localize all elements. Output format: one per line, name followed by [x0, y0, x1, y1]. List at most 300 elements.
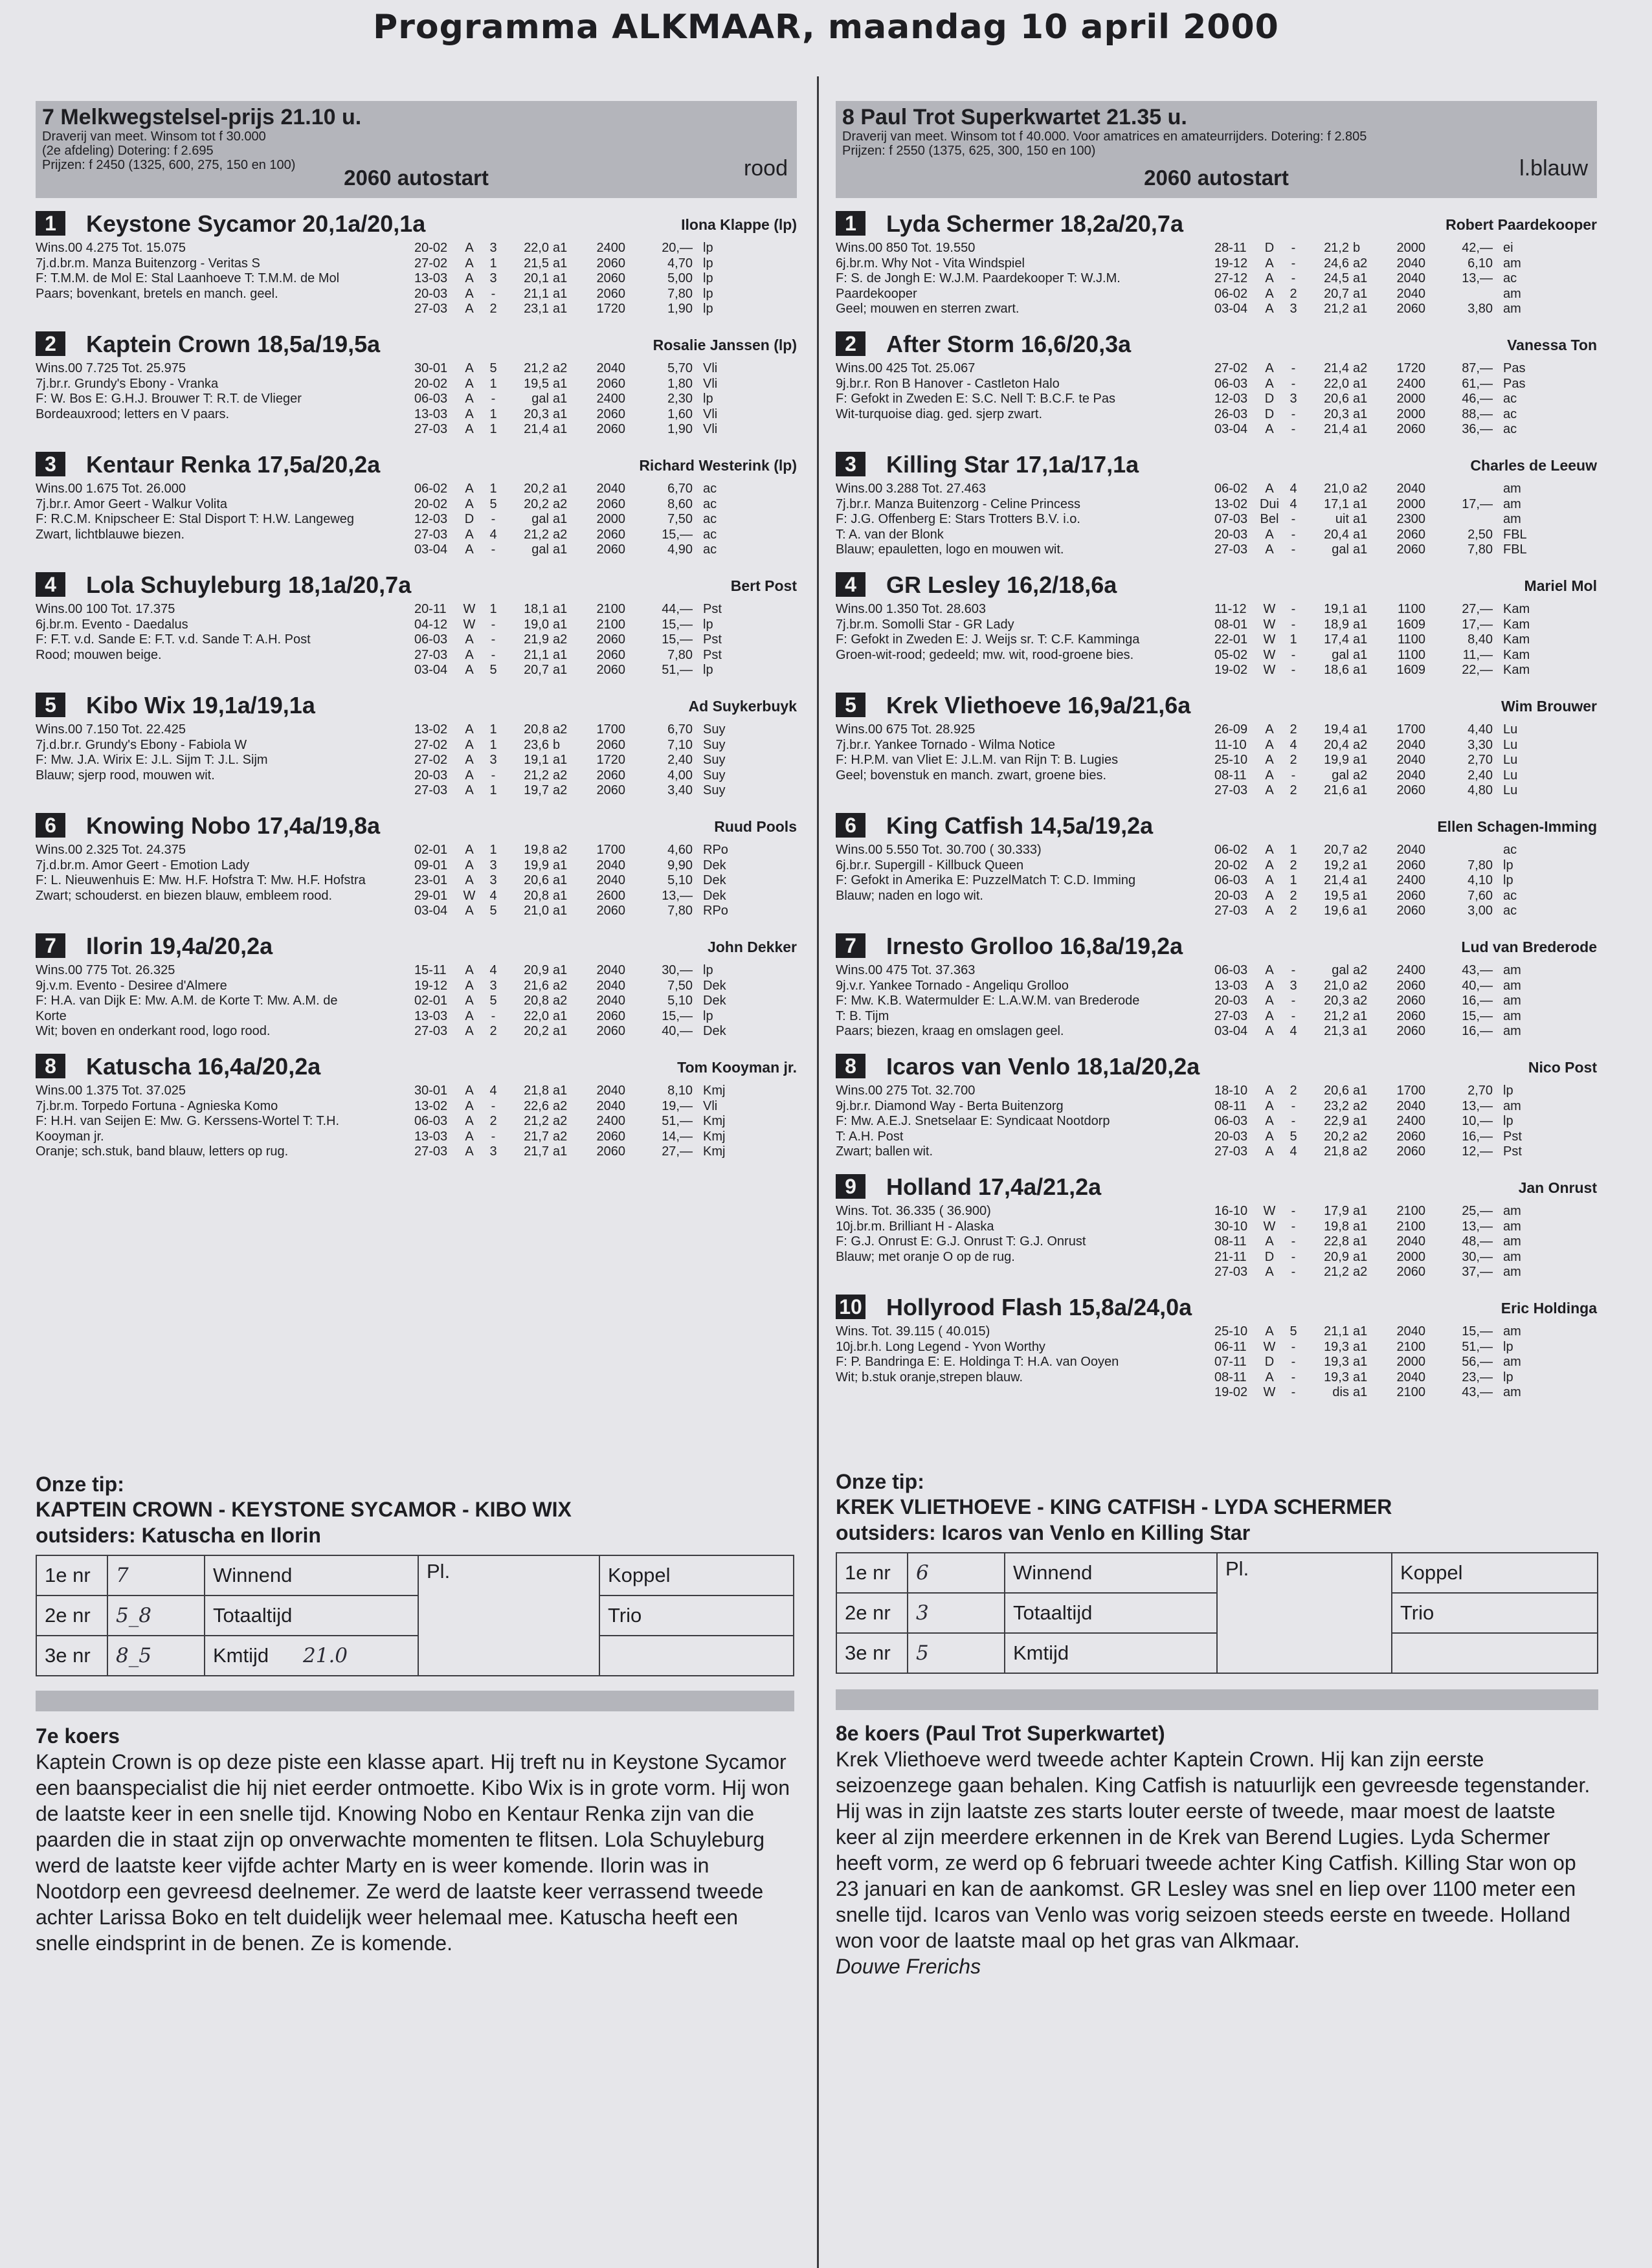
form-cell: 18-10 — [1214, 1084, 1248, 1098]
horse-info-line: F: S. de Jongh E: W.J.M. Paardekooper T: W.J.M. — [836, 271, 1121, 285]
form-cell: 44,— — [662, 602, 693, 616]
horse-header — [36, 812, 797, 841]
form-cell: 16,— — [1462, 1024, 1493, 1038]
form-cell: 21,0 — [1324, 482, 1349, 496]
tip-section — [36, 1472, 572, 1548]
start-number-badge: 9 — [836, 1174, 865, 1199]
form-cell: 19,3 — [1324, 1355, 1349, 1369]
horse-form-table — [414, 602, 750, 678]
form-cell: 2,70 — [1468, 753, 1493, 767]
horse-name: Keystone Sycamor 20,1a/20,1a — [86, 210, 426, 237]
horse-info-line: F: J.G. Offenberg E: Stars Trotters B.V. i.o. — [836, 512, 1080, 526]
horse-info-line: Wins. Tot. 36.335 ( 36.900) — [836, 1204, 991, 1218]
form-cell: A — [465, 647, 474, 662]
form-cell: 21,9 — [524, 632, 549, 647]
result-label: Trio — [599, 1595, 794, 1636]
form-cell: W — [1263, 632, 1276, 647]
form-cell: D — [1264, 241, 1275, 255]
form-cell: 4 — [1289, 482, 1297, 496]
horse-info — [36, 1084, 424, 1160]
form-cell: a1 — [1353, 496, 1368, 511]
form-cell: 21,0 — [524, 904, 549, 918]
horse-form-table — [1214, 843, 1550, 919]
form-cell: 20,2 — [1324, 1129, 1349, 1144]
form-row — [1214, 722, 1550, 738]
form-cell: 19,3 — [1324, 1370, 1349, 1384]
form-row — [414, 1129, 750, 1145]
form-cell: 19,3 — [1324, 1339, 1349, 1354]
horse-driver: Mariel Mol — [1524, 577, 1597, 594]
form-cell: 06-03 — [1214, 873, 1248, 887]
form-cell: A — [465, 406, 474, 421]
horse-info-line: 7j.d.br.m. Manza Buitenzorg - Veritas S — [36, 256, 260, 271]
form-cell: 21,8 — [524, 1084, 549, 1098]
start-number-badge: 6 — [36, 813, 65, 838]
form-cell: 30,— — [1462, 1249, 1493, 1264]
form-cell: 11,— — [1462, 647, 1493, 662]
form-cell: W — [1263, 1219, 1276, 1234]
result-label: 2e nr — [36, 1595, 107, 1636]
result-entry[interactable]: 7 — [107, 1555, 205, 1595]
form-cell: 24,6 — [1324, 256, 1349, 271]
form-cell: am — [1503, 1355, 1521, 1369]
form-cell: am — [1503, 994, 1521, 1008]
form-cell: 27-02 — [414, 753, 448, 767]
form-cell: A — [465, 256, 474, 271]
form-cell: lp — [1503, 873, 1513, 887]
form-cell: a2 — [1353, 963, 1368, 977]
form-cell: A — [1265, 722, 1274, 737]
form-cell: - — [1291, 256, 1296, 271]
form-cell: lp — [703, 663, 713, 677]
horse-header — [836, 1173, 1597, 1203]
form-cell: 19,6 — [1324, 904, 1349, 918]
form-cell: ac — [1503, 271, 1517, 285]
form-cell: 22,0 — [1324, 376, 1349, 391]
form-cell: a1 — [1353, 1324, 1368, 1339]
form-cell: 4,10 — [1468, 873, 1493, 887]
race-header — [36, 101, 797, 198]
form-cell: a1 — [1353, 1084, 1368, 1098]
form-cell: 2060 — [596, 904, 625, 918]
horse-name: Kentaur Renka 17,5a/20,2a — [86, 451, 381, 478]
horse-info-line: F: Gefokt in Zweden E: S.C. Nell T: B.C.F. te Pas — [836, 392, 1116, 406]
form-row — [1214, 963, 1550, 979]
form-cell: am — [1503, 512, 1521, 526]
form-cell: 25-10 — [1214, 1324, 1248, 1339]
horse-form-table — [414, 361, 750, 438]
form-cell: a2 — [1353, 978, 1368, 993]
horse-info-line: Wit-turquoise diag. ged. sjerp zwart. — [836, 406, 1043, 421]
form-cell: 2040 — [1396, 482, 1425, 496]
form-cell: A — [1265, 978, 1274, 993]
form-cell: 2060 — [596, 1144, 625, 1159]
form-cell: a2 — [1353, 1129, 1368, 1144]
form-cell: 2100 — [1396, 1339, 1425, 1354]
form-cell: 23,6 — [524, 737, 549, 752]
form-cell: 2060 — [1396, 858, 1425, 873]
form-cell: 27-03 — [1214, 783, 1248, 797]
form-cell: W — [463, 602, 476, 616]
form-cell: 1 — [489, 843, 497, 857]
start-number-badge: 1 — [836, 211, 865, 236]
horse-header — [36, 932, 797, 962]
form-cell: A — [1265, 361, 1274, 375]
form-cell: ac — [1503, 843, 1517, 857]
form-cell: a2 — [1353, 482, 1368, 496]
form-cell: am — [1503, 1265, 1521, 1279]
form-cell: A — [1265, 286, 1274, 301]
form-cell: W — [1263, 1204, 1276, 1218]
form-row — [414, 979, 750, 994]
race-color: rood — [743, 156, 788, 181]
form-row — [1214, 1340, 1550, 1355]
form-cell: - — [1291, 1114, 1296, 1128]
form-cell: a2 — [553, 496, 568, 511]
form-cell: 2000 — [1396, 406, 1425, 421]
form-cell: 13-02 — [414, 1098, 448, 1113]
form-cell: a2 — [553, 783, 568, 797]
form-cell: 2,40 — [1468, 768, 1493, 783]
form-cell: A — [465, 632, 474, 647]
horse-info-line: 7j.br.m. Torpedo Fortuna - Agnieska Komo — [36, 1098, 278, 1113]
form-cell: ac — [703, 482, 717, 496]
form-cell: 20-11 — [414, 602, 447, 616]
form-cell: am — [1503, 482, 1521, 496]
result-table — [36, 1555, 794, 1676]
form-cell: 2060 — [1396, 1024, 1425, 1038]
horse-info — [36, 241, 424, 302]
form-cell: 20,3 — [1324, 406, 1349, 421]
form-cell: 11-12 — [1214, 602, 1247, 616]
form-cell: 2040 — [1396, 1098, 1425, 1113]
horse-info-line: F: Mw. K.B. Watermulder E: L.A.W.M. van Brederode — [836, 994, 1140, 1008]
form-cell: 61,— — [1462, 376, 1493, 391]
horse-entry — [36, 450, 797, 571]
horse-info-line: F: L. Nieuwenhuis E: Mw. H.F. Hofstra T: Mw. H.F. Hofstra — [36, 873, 366, 887]
form-cell: 37,— — [1462, 1265, 1493, 1279]
form-cell: 21,7 — [524, 1144, 549, 1159]
horse-info-line: Groen-wit-rood; gedeeld; mw. wit, rood-groene bies. — [836, 647, 1134, 662]
result-label: Koppel — [599, 1555, 794, 1595]
result-table — [836, 1552, 1598, 1674]
race-report — [836, 1720, 1597, 1979]
form-cell: lp — [1503, 1339, 1513, 1354]
form-cell: 3 — [489, 271, 497, 285]
form-cell: uit — [1335, 512, 1349, 526]
form-cell: a1 — [553, 1008, 568, 1023]
form-cell: 2 — [1289, 1084, 1297, 1098]
form-cell: 15,— — [662, 527, 693, 542]
form-row — [414, 648, 750, 663]
form-cell: - — [491, 512, 496, 526]
form-cell: 15,— — [662, 632, 693, 647]
form-cell: 06-02 — [1214, 482, 1248, 496]
form-cell: 21,2 — [1324, 1265, 1349, 1279]
result-entry[interactable]: 8_5 — [107, 1636, 205, 1676]
form-cell: a1 — [553, 873, 568, 887]
form-cell: b — [1353, 241, 1361, 255]
form-cell: 56,— — [1462, 1355, 1493, 1369]
result-label: 3e nr — [36, 1636, 107, 1676]
form-cell: 2060 — [596, 271, 625, 285]
form-cell: lp — [1503, 1114, 1513, 1128]
form-cell: 6,10 — [1468, 256, 1493, 271]
horse-name: Katuscha 16,4a/20,2a — [86, 1053, 321, 1080]
form-cell: 13-02 — [414, 722, 448, 737]
form-cell: 20-03 — [1214, 527, 1248, 542]
horse-info — [36, 963, 424, 1040]
horse-driver: Wim Brouwer — [1501, 698, 1597, 715]
horse-info-line: Wit; boven en onderkant rood, logo rood. — [36, 1024, 271, 1038]
form-cell: a1 — [553, 512, 568, 526]
horse-driver: Bert Post — [730, 577, 797, 594]
form-row — [414, 738, 750, 753]
form-cell: 2400 — [596, 392, 625, 406]
form-cell: 06-03 — [414, 632, 448, 647]
form-cell: 2000 — [1396, 241, 1425, 255]
form-cell: 27-02 — [414, 256, 448, 271]
horse-info-line: Wins. Tot. 39.115 ( 40.015) — [836, 1324, 990, 1339]
result-entry[interactable]: 3 — [908, 1593, 1005, 1633]
form-cell: am — [1503, 1234, 1521, 1249]
form-row — [414, 512, 750, 528]
form-cell: 2060 — [596, 783, 625, 797]
report-title: 8e koers (Paul Trot Superkwartet) — [836, 1722, 1165, 1745]
race-distance: 2060 autostart — [1144, 166, 1289, 190]
race-condition-line: (2e afdeling) Dotering: f 2.695 — [42, 144, 214, 158]
form-cell: a1 — [1353, 753, 1368, 767]
form-cell: - — [1291, 512, 1296, 526]
horse-header — [836, 932, 1597, 962]
form-cell: 7,80 — [667, 647, 693, 662]
form-cell: 06-03 — [414, 1114, 448, 1128]
form-cell: 30-10 — [1214, 1219, 1248, 1234]
form-cell: 2000 — [596, 512, 625, 526]
form-cell: 8,60 — [667, 496, 693, 511]
form-cell: - — [1291, 602, 1296, 616]
form-cell: A — [1265, 783, 1274, 797]
horse-entry — [836, 1293, 1597, 1414]
form-cell: 04-12 — [414, 617, 448, 632]
horse-info-line: 6j.br.r. Supergill - Killbuck Queen — [836, 858, 1024, 873]
form-cell: a2 — [553, 978, 568, 993]
form-cell: - — [1291, 1385, 1296, 1399]
form-cell: D — [1264, 392, 1275, 406]
form-cell: 27-03 — [414, 1144, 448, 1159]
form-cell: Kmj — [703, 1129, 726, 1144]
form-cell: gal — [531, 392, 549, 406]
form-cell: 19,9 — [1324, 753, 1349, 767]
form-cell: 19,7 — [524, 783, 549, 797]
form-cell: 3,30 — [1468, 737, 1493, 752]
form-cell: 2060 — [1396, 422, 1425, 436]
form-cell: a1 — [1353, 904, 1368, 918]
form-cell: 2060 — [596, 647, 625, 662]
form-cell: 1700 — [596, 722, 625, 737]
form-cell: 06-03 — [1214, 376, 1248, 391]
result-label: Pl. — [1217, 1553, 1392, 1673]
form-cell: a2 — [553, 1114, 568, 1128]
horse-form-table — [1214, 602, 1550, 678]
form-cell: Pst — [1503, 1144, 1522, 1159]
form-cell: D — [1264, 1355, 1275, 1369]
horse-name: GR Lesley 16,2/18,6a — [886, 572, 1117, 598]
form-cell: 2040 — [1396, 753, 1425, 767]
form-cell: a1 — [553, 271, 568, 285]
form-cell: 2060 — [1396, 783, 1425, 797]
form-cell: Vli — [703, 406, 718, 421]
form-cell: a2 — [1353, 1265, 1368, 1279]
result-entry[interactable]: 6 — [908, 1553, 1005, 1593]
form-cell: 2100 — [1396, 1219, 1425, 1234]
horse-info-line: Wins.00 1.350 Tot. 28.603 — [836, 602, 987, 616]
horse-info-line: 7j.br.m. Somolli Star - GR Lady — [836, 617, 1014, 632]
horse-info-line: Wins.00 7.725 Tot. 25.975 — [36, 361, 186, 375]
form-cell: 27,— — [1462, 602, 1493, 616]
form-cell: 11-10 — [1214, 737, 1247, 752]
result-entry[interactable]: 5 — [908, 1633, 1005, 1673]
horse-header — [36, 691, 797, 721]
form-cell: 13-03 — [414, 1129, 448, 1144]
form-cell: 19-12 — [1214, 256, 1248, 271]
form-cell: Kam — [1503, 617, 1530, 632]
horse-info — [836, 482, 1224, 558]
horse-info — [36, 361, 424, 422]
form-cell: 21,4 — [1324, 361, 1349, 375]
form-cell: ac — [703, 542, 717, 557]
form-cell: 03-04 — [414, 663, 448, 677]
form-cell: lp — [703, 302, 713, 316]
form-cell: Kam — [1503, 632, 1530, 647]
form-cell: 26-03 — [1214, 406, 1248, 421]
form-cell: A — [465, 1114, 474, 1128]
form-cell: 2060 — [596, 406, 625, 421]
form-cell: - — [1291, 361, 1296, 375]
form-cell: a1 — [1353, 617, 1368, 632]
form-cell: 40,— — [1462, 978, 1493, 993]
form-cell: 2,70 — [1468, 1084, 1493, 1098]
result-entry[interactable]: 5_8 — [107, 1595, 205, 1636]
form-cell: 2040 — [596, 994, 625, 1008]
form-cell: lp — [703, 286, 713, 301]
form-cell: - — [491, 632, 496, 647]
form-cell: 1700 — [596, 843, 625, 857]
form-cell: 25-10 — [1214, 753, 1248, 767]
form-row — [414, 617, 750, 633]
form-cell: 03-04 — [1214, 422, 1248, 436]
form-cell: 08-11 — [1214, 1098, 1247, 1113]
horse-driver: Ad Suykerbuyk — [688, 698, 797, 715]
horse-driver: Tom Kooyman jr. — [677, 1059, 797, 1076]
form-cell: 03-04 — [1214, 1024, 1248, 1038]
form-cell: 03-04 — [1214, 302, 1248, 316]
form-cell: a1 — [1353, 722, 1368, 737]
form-row — [1214, 1219, 1550, 1235]
form-cell: A — [465, 376, 474, 391]
start-number-badge: 8 — [836, 1054, 865, 1078]
form-cell: 48,— — [1462, 1234, 1493, 1249]
form-cell: 1,90 — [667, 422, 693, 436]
form-cell: Suy — [703, 783, 726, 797]
form-cell: 1 — [489, 376, 497, 391]
form-row — [414, 1024, 750, 1040]
form-row — [414, 241, 750, 256]
form-cell: 43,— — [1462, 963, 1493, 977]
tip-main: KREK VLIETHOEVE - KING CATFISH - LYDA SCHERMER — [836, 1495, 1392, 1518]
form-cell: 4 — [489, 963, 497, 977]
horse-name: Icaros van Venlo 18,1a/20,2a — [886, 1053, 1200, 1080]
form-cell: - — [1291, 1234, 1296, 1249]
form-row — [1214, 1114, 1550, 1129]
form-cell: am — [1503, 286, 1521, 301]
form-row — [414, 377, 750, 392]
form-cell: a1 — [1353, 406, 1368, 421]
horse-info-line: F: Mw. J.A. Wirix E: J.L. Sijm T: J.L. Sijm — [36, 753, 268, 767]
form-cell — [1425, 287, 1493, 302]
form-cell: 21,2 — [1324, 1008, 1349, 1023]
form-cell: 4 — [489, 527, 497, 542]
form-cell: 19,5 — [524, 376, 549, 391]
form-cell: A — [465, 904, 474, 918]
form-cell: a1 — [1353, 1339, 1368, 1354]
form-cell: A — [1265, 904, 1274, 918]
form-cell: 2060 — [596, 256, 625, 271]
form-cell: gal — [531, 512, 549, 526]
form-cell: A — [465, 1084, 474, 1098]
form-cell: a1 — [1353, 1219, 1368, 1234]
form-cell: a2 — [553, 1098, 568, 1113]
horse-info-line: 7j.br.r. Yankee Tornado - Wilma Notice — [836, 737, 1056, 752]
form-cell: 24,5 — [1324, 271, 1349, 285]
form-cell: a1 — [553, 482, 568, 496]
form-cell: Suy — [703, 768, 726, 783]
form-cell: 7,10 — [667, 737, 693, 752]
form-row — [1214, 1385, 1550, 1401]
form-cell: 5 — [489, 663, 497, 677]
race-title: 8 Paul Trot Superkwartet 21.35 u. — [842, 105, 1187, 129]
form-cell: 19,2 — [1324, 858, 1349, 873]
form-cell: a1 — [1353, 1385, 1368, 1399]
horse-info-line: Zwart; schouderst. en biezen blauw, embleem rood. — [36, 888, 333, 903]
form-cell: 13,— — [1462, 271, 1493, 285]
form-cell: Pas — [1503, 376, 1526, 391]
form-cell: - — [1291, 542, 1296, 557]
form-cell: 21,2 — [524, 1114, 549, 1128]
form-cell — [1425, 512, 1493, 528]
form-cell: A — [1265, 1129, 1274, 1144]
form-cell: a1 — [553, 542, 568, 557]
form-cell: W — [1263, 1339, 1276, 1354]
form-cell — [1425, 482, 1493, 497]
form-cell: am — [1503, 1324, 1521, 1339]
horse-info-line: 7j.d.br.r. Grundy's Ebony - Fabiola W — [36, 737, 247, 752]
start-number-badge: 3 — [36, 452, 65, 476]
form-cell: 3 — [489, 753, 497, 767]
horse-info — [36, 843, 424, 904]
form-cell: - — [1291, 1370, 1296, 1384]
race-conditions — [842, 129, 1399, 158]
start-number-badge: 10 — [836, 1295, 865, 1319]
form-cell: 18,9 — [1324, 617, 1349, 632]
form-cell: - — [491, 1129, 496, 1144]
form-cell: am — [1503, 1008, 1521, 1023]
horse-info-line: Wins.00 3.288 Tot. 27.463 — [836, 482, 987, 496]
form-cell: 20,8 — [524, 722, 549, 737]
form-cell: 7,80 — [667, 904, 693, 918]
result-entry[interactable]: 21.0 — [295, 1636, 418, 1676]
form-cell: 3 — [489, 978, 497, 993]
